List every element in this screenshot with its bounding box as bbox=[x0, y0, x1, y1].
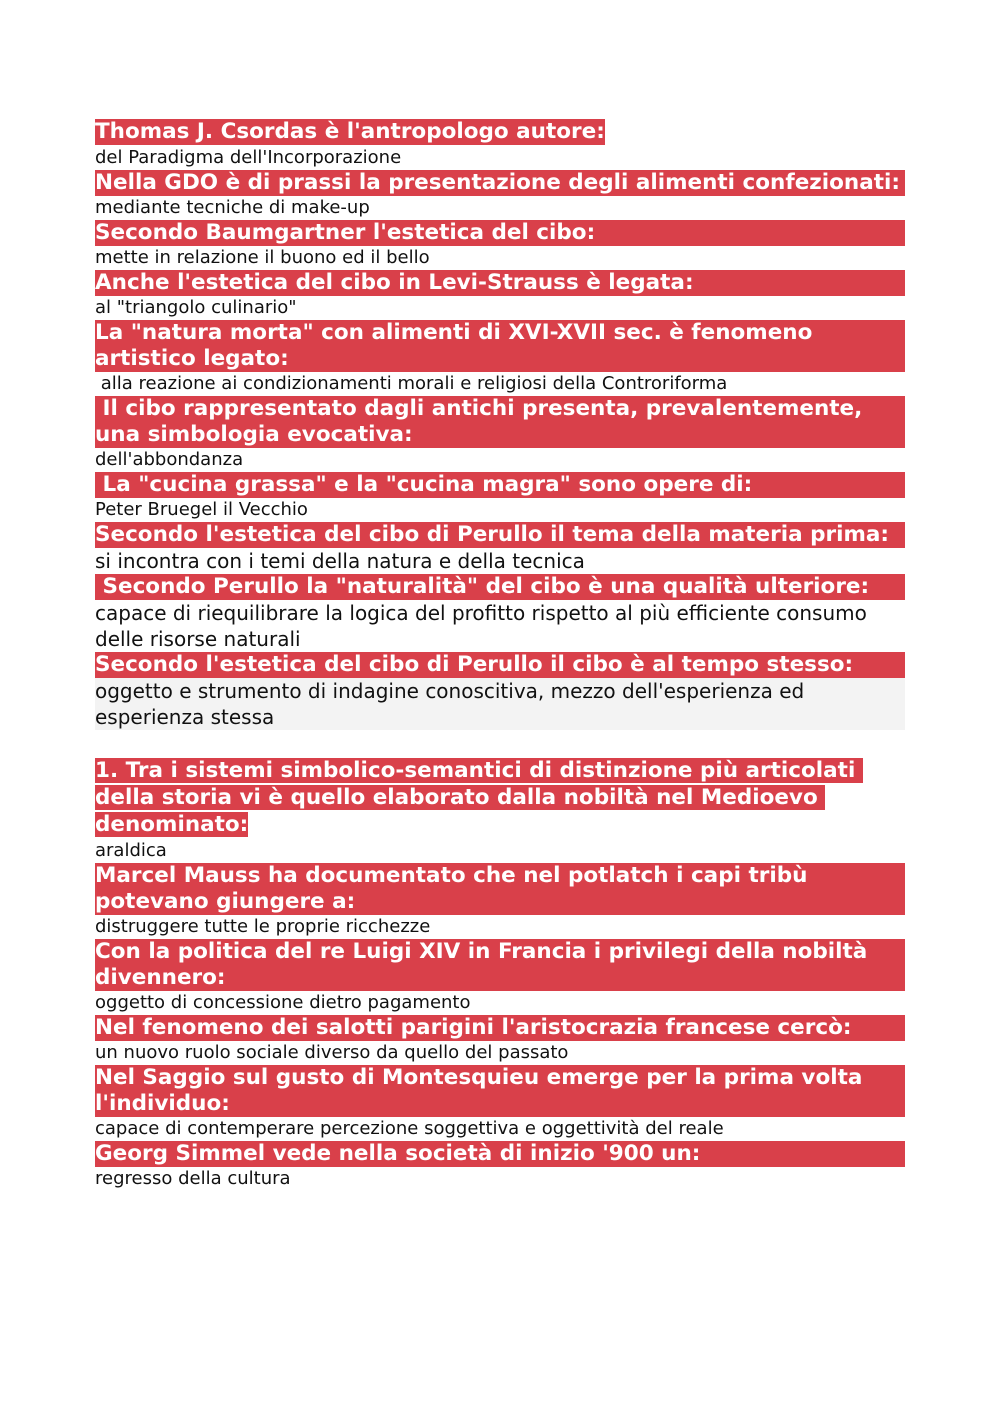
qa-block-2 bbox=[95, 758, 905, 1191]
question: Anche l'estetica del cibo in Levi-Strauss è legata: bbox=[95, 270, 905, 296]
answer: capace di contemperare percezione soggettiva e oggettività del reale bbox=[95, 1118, 724, 1139]
answer: oggetto di concessione dietro pagamento bbox=[95, 992, 471, 1013]
answer: capace di riequilibrare la logica del profitto rispetto al più efficiente consumo delle risorse naturali bbox=[95, 601, 874, 651]
question: Con la politica del re Luigi XIV in Francia i privilegi della nobiltà divennero: bbox=[95, 939, 905, 991]
question: Marcel Mauss ha documentato che nel potlatch i capi tribù potevano giungere a: bbox=[95, 863, 905, 915]
question: La "natura morta" con alimenti di XVI-XVII sec. è fenomeno artistico legato: bbox=[95, 320, 905, 372]
answer: mette in relazione il buono ed il bello bbox=[95, 247, 430, 268]
question: Georg Simmel vede nella società di inizio '900 un: bbox=[95, 1141, 905, 1167]
answer: dell'abbondanza bbox=[95, 449, 244, 470]
answer: oggetto e strumento di indagine conoscitiva, mezzo dell'esperienza ed esperienza stessa bbox=[95, 678, 905, 730]
question: 1. Tra i sistemi simbolico-semantici di distinzione più articolati della storia vi è quello elaborato dalla nobiltà nel Medioevo denominato: bbox=[95, 758, 863, 837]
question: Nella GDO è di prassi la presentazione degli alimenti confezionati: bbox=[95, 170, 905, 196]
qa-block-1 bbox=[95, 119, 905, 730]
question: Il cibo rappresentato dagli antichi presenta, prevalentemente, una simbologia evocativa: bbox=[95, 396, 905, 448]
question: Secondo l'estetica del cibo di Perullo il tema della materia prima: bbox=[95, 522, 905, 548]
question: La "cucina grassa" e la "cucina magra" sono opere di: bbox=[95, 472, 905, 498]
answer: distruggere tutte le proprie ricchezze bbox=[95, 916, 431, 937]
question-wrap bbox=[95, 119, 905, 146]
answer: araldica bbox=[95, 840, 167, 861]
answer: un nuovo ruolo sociale diverso da quello del passato bbox=[95, 1042, 569, 1063]
answer: si incontra con i temi della natura e della tecnica bbox=[95, 549, 585, 573]
question: Secondo Baumgartner l'estetica del cibo: bbox=[95, 220, 905, 246]
question: Nel Saggio sul gusto di Montesquieu emerge per la prima volta l'individuo: bbox=[95, 1065, 905, 1117]
question: Nel fenomeno dei salotti parigini l'aristocrazia francese cercò: bbox=[95, 1015, 905, 1041]
answer: alla reazione ai condizionamenti morali e religiosi della Controriforma bbox=[95, 373, 728, 394]
question: Secondo Perullo la "naturalità" del cibo è una qualità ulteriore: bbox=[95, 574, 905, 600]
answer: Peter Bruegel il Vecchio bbox=[95, 499, 308, 520]
answer: mediante tecniche di make-up bbox=[95, 197, 370, 218]
document-page bbox=[95, 119, 905, 1191]
spacer bbox=[95, 730, 905, 758]
question: Secondo l'estetica del cibo di Perullo il cibo è al tempo stesso: bbox=[95, 652, 905, 678]
question: Thomas J. Csordas è l'antropologo autore: bbox=[95, 119, 605, 144]
question-wrap bbox=[95, 758, 905, 839]
answer: del Paradigma dell'Incorporazione bbox=[95, 147, 402, 168]
answer: al "triangolo culinario" bbox=[95, 297, 297, 318]
answer: regresso della cultura bbox=[95, 1168, 291, 1189]
